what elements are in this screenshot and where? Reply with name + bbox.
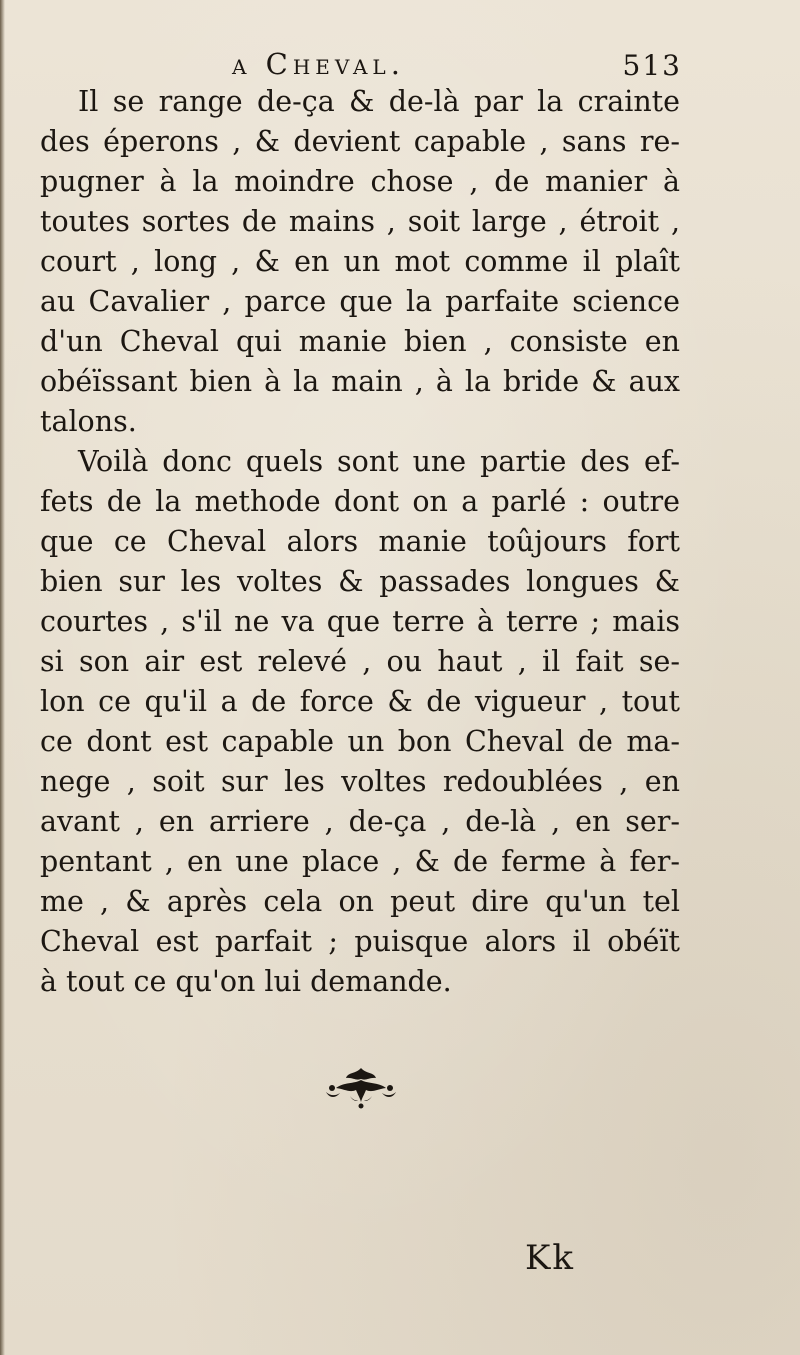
running-head <box>232 47 405 81</box>
text-line: avant , en arriere , de-ça , de-là , en ser- <box>40 805 680 838</box>
signature-mark: Kk <box>525 1238 576 1278</box>
page-edge-shadow <box>0 0 5 1355</box>
text-line: obéïssant bien à la main , à la bride & aux <box>40 365 680 398</box>
text-line: pentant , en une place , & de ferme à fer- <box>40 845 680 878</box>
text-line: au Cavalier , parce que la parfaite science <box>40 285 680 318</box>
text-line: pugner à la moindre chose , de manier à <box>40 165 680 198</box>
text-line: à tout ce qu'on lui demande. <box>40 965 452 998</box>
text-line: Voilà donc quels sont une partie des ef- <box>78 445 680 478</box>
text-line: bien sur les voltes & passades longues & <box>40 565 680 598</box>
text-line: fets de la methode dont on a parlé : outre <box>40 485 680 518</box>
text-line: ce dont est capable un bon Cheval de ma- <box>40 725 680 758</box>
text-line: Cheval est parfait ; puisque alors il obéït <box>40 925 680 958</box>
text-line: nege , soit sur les voltes redoublées , en <box>40 765 680 798</box>
text-line: toutes sortes de mains , soit large , étroit , <box>40 205 680 238</box>
fleuron-ornament-icon <box>318 1062 404 1112</box>
page-number: 513 <box>622 49 682 82</box>
text-line: talons. <box>40 405 137 438</box>
body-text <box>40 82 680 1002</box>
text-line: court , long , & en un mot comme il plaît <box>40 245 680 278</box>
text-line: Il se range de-ça & de-là par la crainte <box>78 85 680 118</box>
text-line: me , & après cela on peut dire qu'un tel <box>40 885 680 918</box>
text-line: si son air est relevé , ou haut , il fait se- <box>40 645 680 678</box>
text-line: lon ce qu'il a de force & de vigueur , tout <box>40 685 680 718</box>
text-line: d'un Cheval qui manie bien , consiste en <box>40 325 680 358</box>
text-line: courtes , s'il ne va que terre à terre ; mais <box>40 605 680 638</box>
text-line: des éperons , & devient capable , sans re- <box>40 125 680 158</box>
text-line: que ce Cheval alors manie toûjours fort <box>40 525 680 558</box>
running-head-text: a Cheval. <box>232 47 405 81</box>
